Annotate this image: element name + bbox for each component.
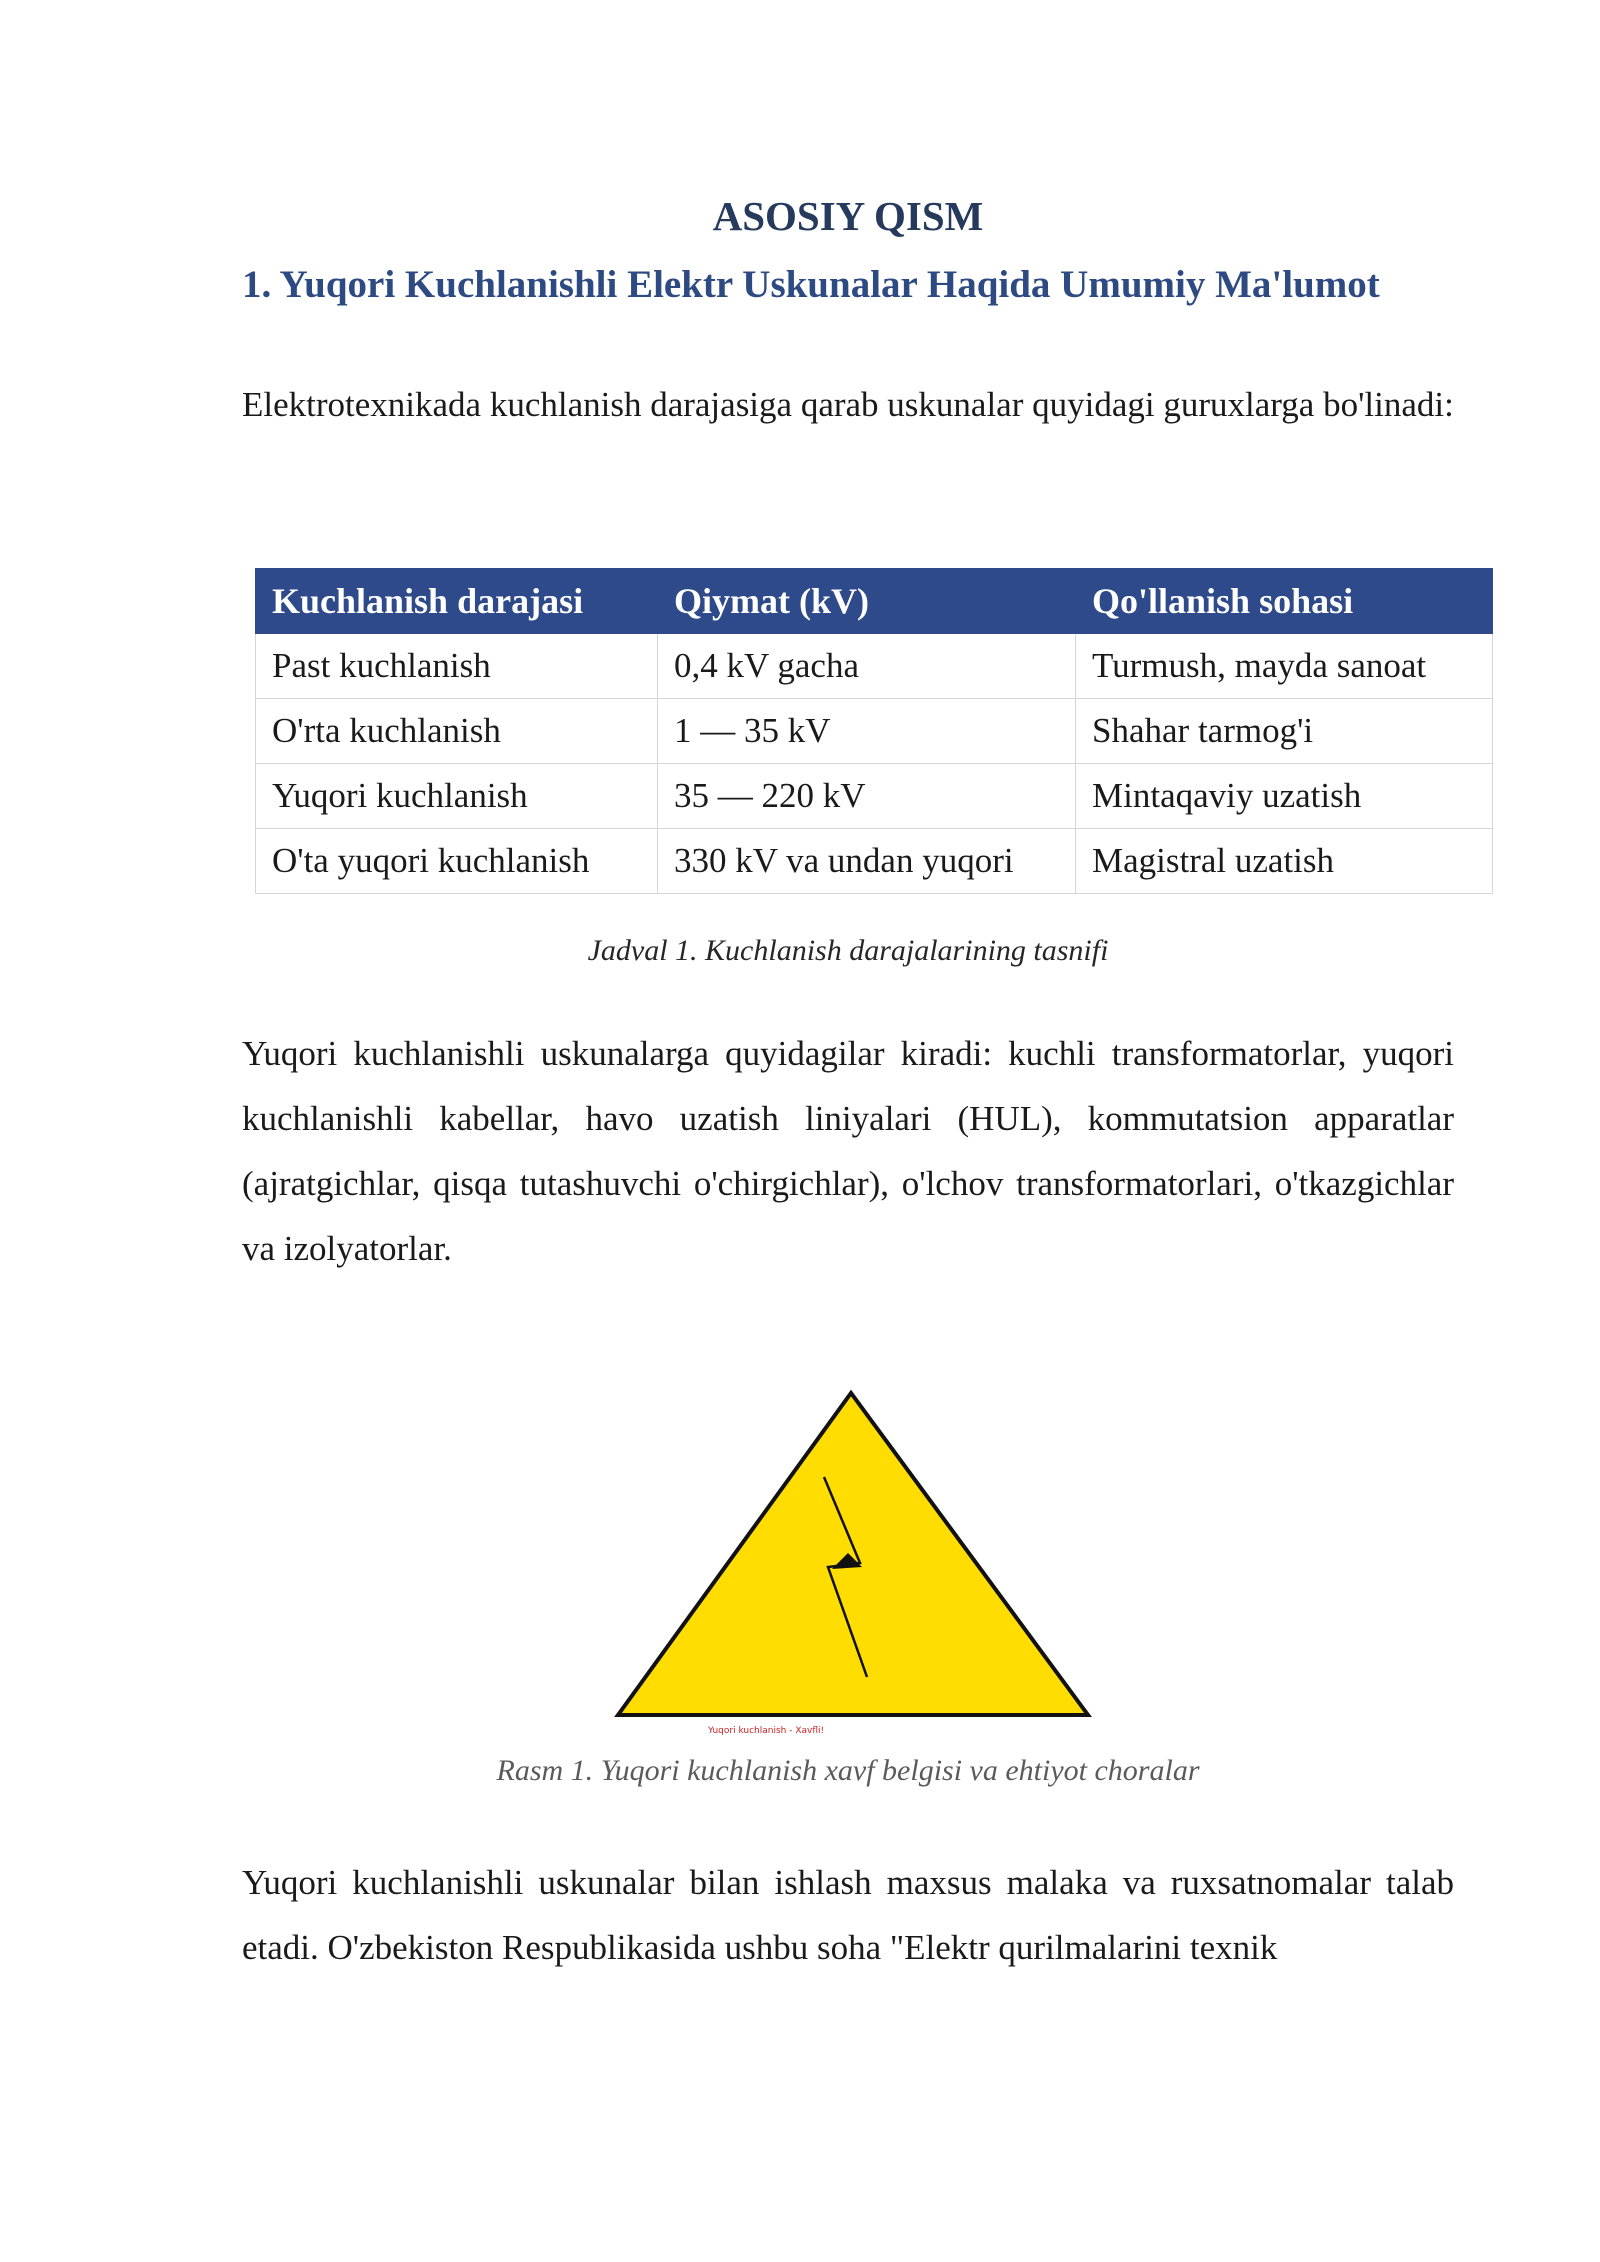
table-row [256, 764, 1493, 829]
table-cell: 330 kV va undan yuqori [658, 829, 1076, 894]
intro-paragraph: Elektrotexnikada kuchlanish darajasiga qarab uskunalar quyidagi guruxlarga bo'linadi: [242, 385, 1454, 424]
table-cell: 35 — 220 kV [658, 764, 1076, 829]
voltage-table [255, 568, 1492, 894]
table-cell: Mintaqaviy uzatish [1076, 764, 1493, 829]
section-title: 1. Yuqori Kuchlanishli Elektr Uskunalar Haqida Umumiy Ma'lumot [242, 263, 1380, 306]
table-header-row [256, 569, 1493, 634]
table-header-cell: Qiymat (kV) [658, 569, 1076, 634]
main-title: ASOSIY QISM [712, 193, 984, 239]
closing-paragraph: Yuqori kuchlanishli uskunalar bilan ishlash maxsus malaka va ruxsatnomalar talab etadi. O'zbekiston Respublikasida ushbu soha "Elektr qurilmalarini texnik [242, 1863, 1454, 1967]
table-cell: Shahar tarmog'i [1076, 699, 1493, 764]
table-caption: Jadval 1. Kuchlanish darajalarining tasnifi [587, 934, 1109, 967]
sign-label: Yuqori kuchlanish - Xavfli! [708, 1726, 825, 1736]
table-cell: Turmush, mayda sanoat [1076, 634, 1493, 699]
table-row [256, 699, 1493, 764]
table-cell: 1 — 35 kV [658, 699, 1076, 764]
table-row [256, 634, 1493, 699]
high-voltage-warning-figure [602, 1385, 1102, 1745]
table-cell: Yuqori kuchlanish [256, 764, 658, 829]
table-cell: Magistral uzatish [1076, 829, 1493, 894]
table-cell: O'ta yuqori kuchlanish [256, 829, 658, 894]
table-cell: 0,4 kV gacha [658, 634, 1076, 699]
table-row [256, 829, 1493, 894]
high-voltage-warning-icon [602, 1385, 1102, 1745]
table-header-cell: Kuchlanish darajasi [256, 569, 658, 634]
figure-caption: Rasm 1. Yuqori kuchlanish xavf belgisi va ehtiyot choralar [496, 1754, 1200, 1787]
table-cell: O'rta kuchlanish [256, 699, 658, 764]
equipment-paragraph: Yuqori kuchlanishli uskunalarga quyidagilar kiradi: kuchli transformatorlar, yuqori kuchlanishli kabellar, havo uzatish liniyalari (HUL), kommutatsion apparatlar (ajratgichlar, qisqa tutashuvchi o'chirgichlar), o'lchov transformatorlari, o'tkazgichlar va izolyatorlar. [242, 1034, 1454, 1268]
table-header-cell: Qo'llanish sohasi [1076, 569, 1493, 634]
table-cell: Past kuchlanish [256, 634, 658, 699]
